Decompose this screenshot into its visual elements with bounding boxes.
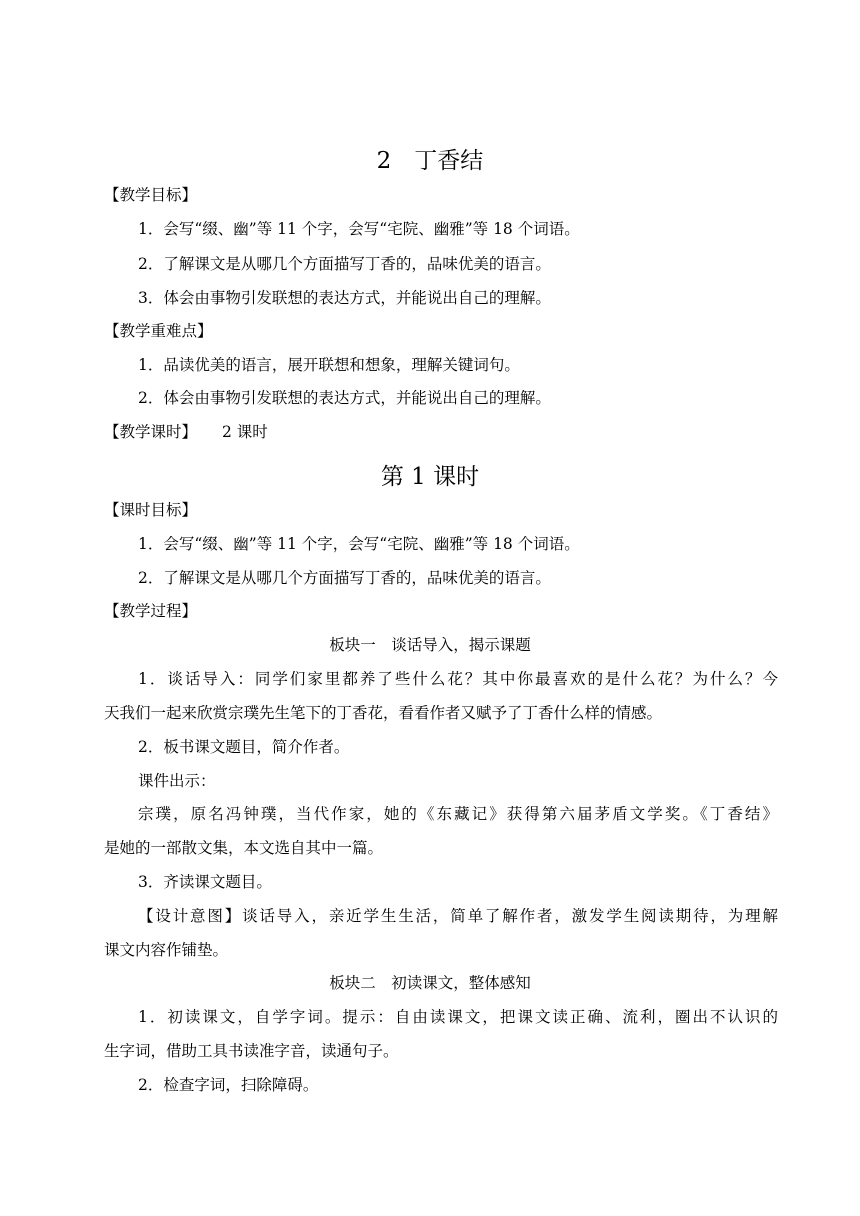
key-point-item: 2．体会由事物引发联想的表达方式，并能说出自己的理解。 <box>138 389 551 407</box>
key-point-item: 1．品读优美的语言，展开联想和想象，理解关键词句。 <box>138 356 520 374</box>
objective-item: 3．体会由事物引发联想的表达方式，并能说出自己的理解。 <box>138 289 551 307</box>
paragraph-line: 宗璞，原名冯钟璞，当代作家，她的《东藏记》获得第六届茅盾文学奖。《丁香结》 <box>138 805 778 823</box>
paragraph-line: 1．初读课文，自学字词。提示：自由读课文，把课文读正确、流利，圈出不认识的 <box>138 1008 778 1026</box>
paragraph-line: 是她的一部散文集，本文选自其中一篇。 <box>104 839 384 857</box>
period-title: 第 1 课时 <box>380 464 480 490</box>
period-objective-item: 1．会写“缀、幽”等 11 个字，会写“宅院、幽雅”等 18 个词语。 <box>138 535 580 553</box>
paragraph-line: 1．谈话导入：同学们家里都养了些什么花？其中你最喜欢的是什么花？为什么？今 <box>138 670 778 688</box>
period-objective-item: 2．了解课文是从哪几个方面描写丁香的，品味优美的语言。 <box>138 569 551 587</box>
paragraph-line: 生字词，借助工具书读准字音，读通句子。 <box>104 1042 399 1060</box>
design-intent: 【设计意图】谈话导入，亲近学生生活，简单了解作者，激发学生阅读期待，为理解 <box>138 907 778 925</box>
paragraph-line: 课件出示： <box>138 772 216 790</box>
objective-item: 1．会写“缀、幽”等 11 个字，会写“宅院、幽雅”等 18 个词语。 <box>138 220 580 238</box>
objectives-heading: 【教学目标】 <box>104 186 198 204</box>
paragraph-line: 2．检查字词，扫除障碍。 <box>138 1076 319 1094</box>
objective-item: 2．了解课文是从哪几个方面描写丁香的，品味优美的语言。 <box>138 255 551 273</box>
periods-heading: 【教学课时】 <box>104 423 198 441</box>
paragraph-line: 课文内容作铺垫。 <box>104 941 229 959</box>
lesson-title: 2 丁香结 <box>376 148 484 174</box>
key-points-heading: 【教学重难点】 <box>104 322 213 340</box>
block-title: 板块二 初读课文，整体感知 <box>329 974 531 992</box>
process-heading: 【教学过程】 <box>104 602 198 620</box>
paragraph-line: 天我们一起来欣赏宗璞先生笔下的丁香花，看看作者又赋予了丁香什么样的情感。 <box>104 704 663 722</box>
block-title: 板块一 谈话导入，揭示课题 <box>329 636 531 654</box>
paragraph-line: 2．板书课文题目，简介作者。 <box>138 738 350 756</box>
period-objectives-heading: 【课时目标】 <box>104 501 198 519</box>
paragraph-line: 3．齐读课文题目。 <box>138 873 272 891</box>
periods-value: 2 课时 <box>222 423 268 441</box>
